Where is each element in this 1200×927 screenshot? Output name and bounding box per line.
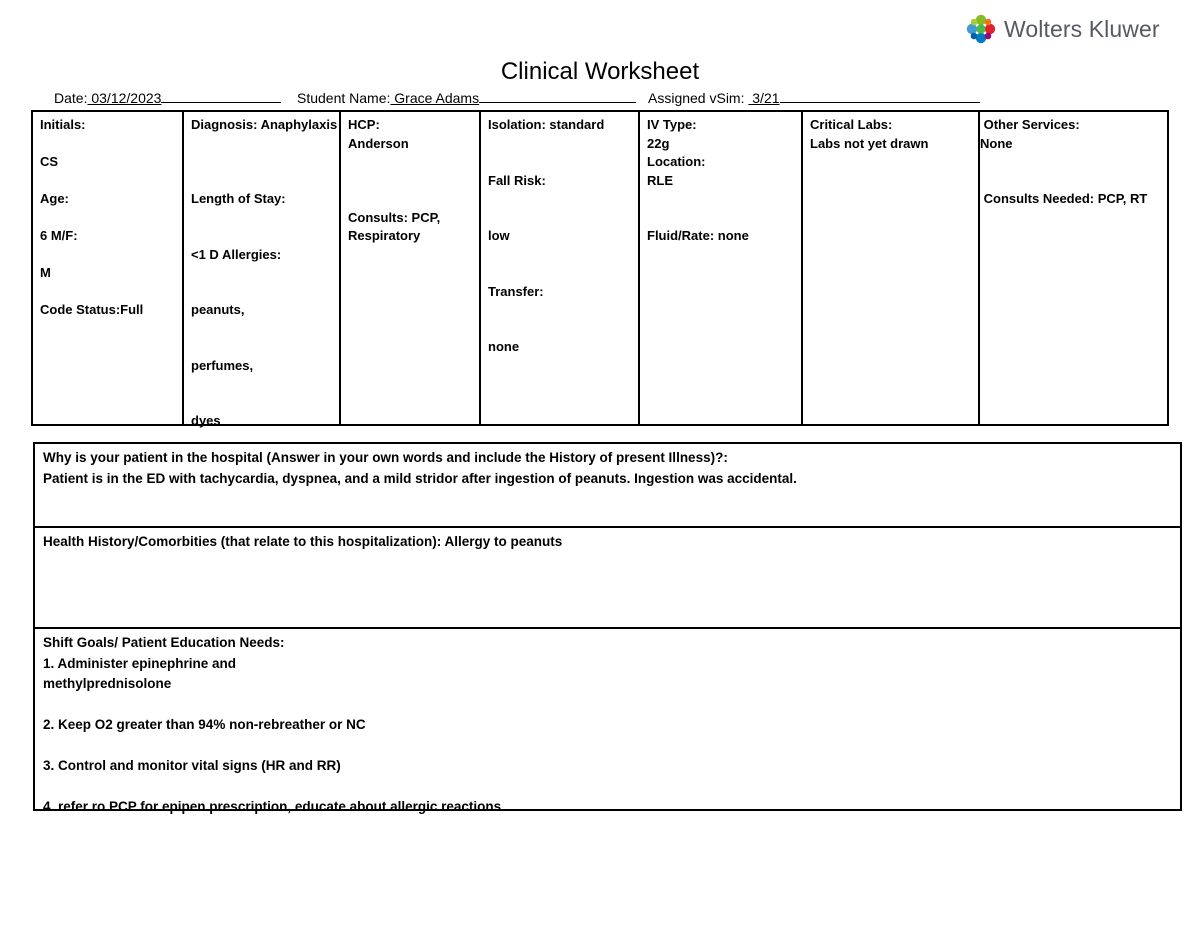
vsim-value: 3/21: [748, 90, 780, 106]
wolters-kluwer-logo-icon: [964, 12, 998, 46]
student-underline: [479, 89, 636, 103]
other-services-cell: Other Services: None Consults Needed: PCP, RT: [980, 117, 1148, 206]
vsim-field: [648, 89, 980, 106]
iv-cell: IV Type: 22g Location: RLE Fluid/Rate: none: [640, 112, 803, 424]
initials-age-cell: Initials: CS Age: 6 M/F: M Code Status:Full: [33, 112, 184, 424]
isolation-cell: Isolation: standard Fall Risk: low Transfer: none: [481, 112, 640, 424]
student-value: Grace Adams: [390, 90, 480, 106]
brand-name: Wolters Kluwer: [1004, 15, 1160, 42]
date-value: 03/12/2023: [87, 90, 162, 106]
hcp-cell: HCP: Anderson Consults: PCP, Respiratory: [341, 112, 481, 424]
date-field: [54, 89, 281, 106]
date-label: Date:: [54, 90, 88, 106]
shift-goals: Shift Goals/ Patient Education Needs: 1. Administer epinephrine and methylprednisolone 2. Keep O2 greater than 94% non-rebreather or NC 3. Control and monitor vital signs (HR and RR) 4. refer ro PCP for epipen prescription, educate about allergic reactions: [43, 635, 502, 814]
page-title: Clinical Worksheet: [500, 58, 700, 85]
vsim-underline: [780, 89, 980, 103]
narrative-table: [33, 442, 1182, 814]
health-history: Health History/Comorbities (that relate to this hospitalization): Allergy to peanuts: [35, 528, 1180, 629]
patient-info-grid: [31, 110, 1169, 426]
student-label: Student Name:: [297, 90, 391, 106]
vsim-label: Assigned vSim:: [648, 90, 749, 106]
brand-logo: [964, 12, 1160, 46]
date-underline: [161, 89, 281, 103]
student-field: [297, 89, 636, 106]
critical-labs-cell: Critical Labs: Labs not yet drawn: [803, 112, 980, 424]
reason-for-hospitalization: Why is your patient in the hospital (Answer in your own words and include the History of present Illness)?: Patient is in the ED with tachycardia, dyspnea, and a mild stridor after ingestion of peanuts. Ingestion was accidental.: [35, 444, 1180, 528]
diagnosis-cell: Diagnosis: Anaphylaxis Length of Stay: <1 D Allergies: peanuts, perfumes, dyes: [184, 112, 341, 424]
